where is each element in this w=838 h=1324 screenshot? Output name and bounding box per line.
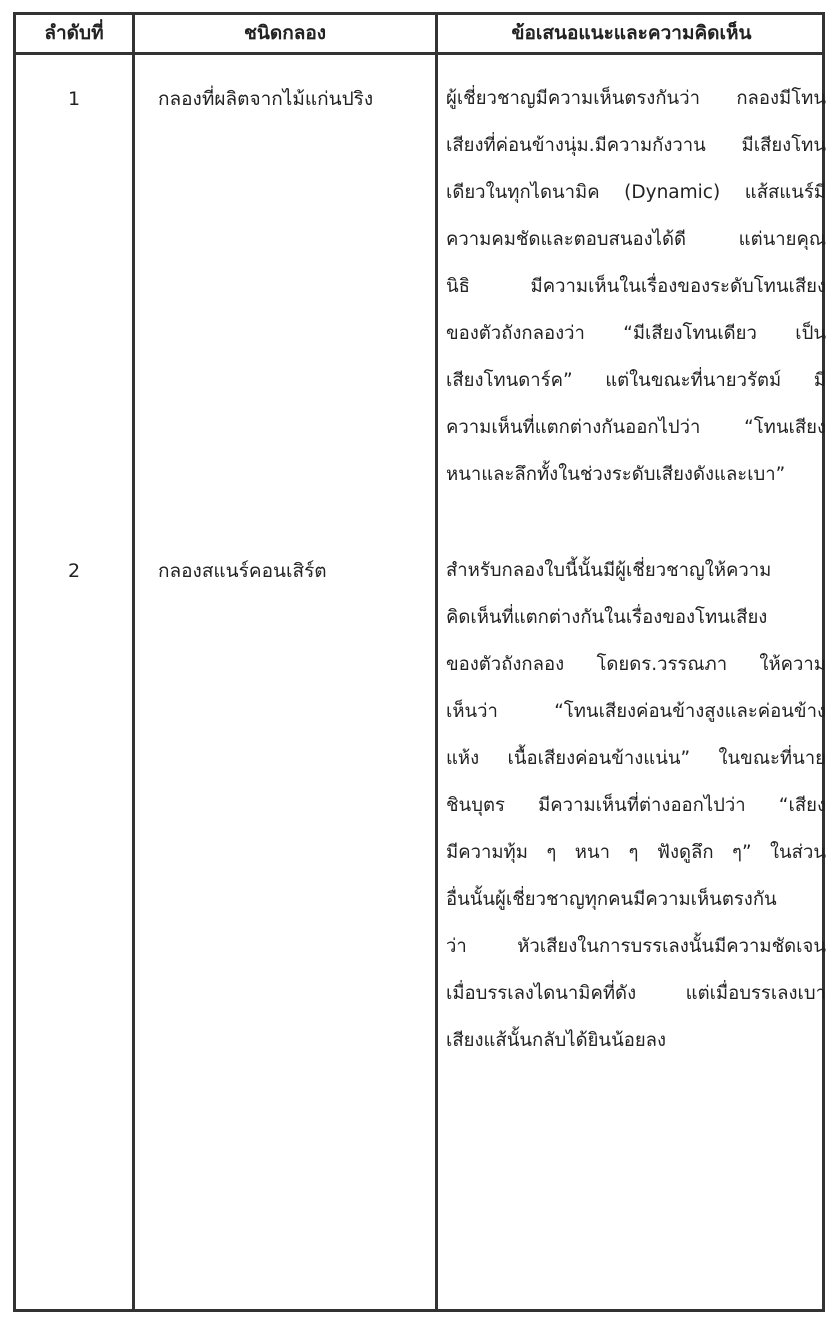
comments-table — [13, 12, 825, 1312]
comment-line: มีความทุ้ม ๆ หนา ๆ ฟังดูลึก ๆ” ในส่วน — [446, 842, 826, 863]
row-1-number: 1 — [67, 88, 81, 110]
comment-line: ความคมชัดและตอบสนองได้ดี แต่นายคุณ — [446, 229, 826, 250]
header-divider — [16, 52, 822, 55]
comment-line: ของตัวถังกลอง โดยดร.วรรณภา ให้ความ — [446, 654, 826, 675]
comment-line: ของตัวถังกลองว่า “มีเสียงโทนเดียว เป็น — [446, 323, 826, 344]
header-number: ลำดับที่ — [44, 22, 104, 44]
comment-line: เสียงที่ค่อนข้างนุ่ม.มีความกังวาน มีเสียงโทน — [446, 135, 826, 156]
comment-line: เสียงแส้นั้นกลับได้ยินน้อยลง — [446, 1030, 667, 1051]
comment-line: ความเห็นที่แตกต่างกันออกไปว่า “โทนเสียง — [446, 417, 826, 438]
row-1-comment — [446, 87, 826, 510]
comment-line: เดียวในทุกไดนามิค (Dynamic) แส้สแนร์มี — [446, 182, 826, 203]
comment-line: เห็นว่า “โทนเสียงค่อนข้างสูงและค่อนข้าง — [446, 701, 826, 722]
column-divider — [435, 15, 438, 1309]
row-1-drum-type: กลองที่ผลิตจากไม้แก่นปริง — [158, 88, 374, 110]
comment-line: เสียงโทนดาร์ค” แต่ในขณะที่นายวรัตม์ มี — [446, 370, 826, 391]
row-2-number: 2 — [67, 560, 81, 582]
row-2-comment — [446, 559, 826, 1076]
comment-line: ชินบุตร มีความเห็นที่ต่างออกไปว่า “เสียง — [446, 795, 826, 816]
column-divider — [132, 15, 135, 1309]
comment-line: หนาและลึกทั้งในช่วงระดับเสียงดังและเบา” — [446, 464, 786, 485]
header-comments: ข้อเสนอแนะและความคิดเห็น — [511, 22, 752, 44]
header-drum-type: ชนิดกลอง — [243, 22, 327, 44]
comment-line: ผู้เชี่ยวชาญมีความเห็นตรงกันว่า กลองมีโทน — [446, 88, 826, 109]
comment-line: สำหรับกลองใบนี้นั้นมีผู้เชี่ยวชาญให้ความ — [446, 560, 772, 581]
comment-line: อื่นนั้นผู้เชี่ยวชาญทุกคนมีความเห็นตรงกัน — [446, 889, 777, 910]
comment-line: แห้ง เนื้อเสียงค่อนข้างแน่น” ในขณะที่นาย — [446, 748, 826, 769]
comment-line: เมื่อบรรเลงไดนามิคที่ดัง แต่เมื่อบรรเลงเบา — [446, 983, 826, 1004]
comment-line: นิธิ มีความเห็นในเรื่องของระดับโทนเสียง — [446, 276, 826, 297]
comment-line: ว่า หัวเสียงในการบรรเลงนั้นมีความชัดเจน — [446, 936, 826, 957]
row-2-drum-type: กลองสแนร์คอนเสิร์ต — [158, 560, 327, 582]
comment-line: คิดเห็นที่แตกต่างกันในเรื่องของโทนเสียง — [446, 607, 768, 628]
